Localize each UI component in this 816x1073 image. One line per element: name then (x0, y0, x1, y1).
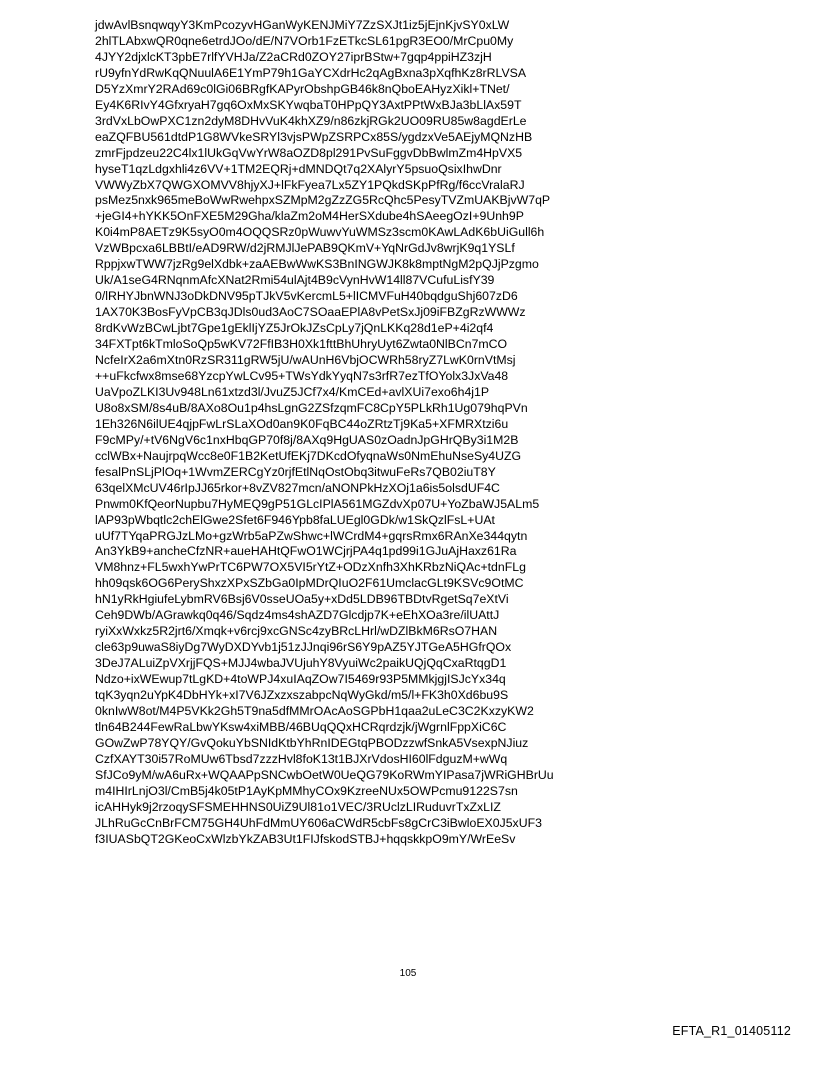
text-line: SfJCo9yM/wA6uRx+WQAAPpSNCwbOetW0UeQG79KoRWmYIPasa7jWRiGHBrUu (95, 767, 554, 782)
text-line: rU9yfnYdRwKqQNuulA6E1YmP79h1GaYCXdrHc2qAgBxna3pXqfhKz8rRLVSA (95, 65, 527, 80)
text-line: cle63p9uwaS8iyDg7WyDXDYvb1j51zJJnqi96rS6Y9pAZ5YJTGeA5HGfrQOx (95, 640, 512, 655)
text-line: jdwAvlBsnqwqyY3KmPcozyvHGanWyKENJMiY7ZzSXJt1iz5jEjnKjvSY0xLW (95, 18, 510, 32)
text-line: hyseT1qzLdgxhli4z6VV+1TM2EQRj+dMNDQt7q2XAlyrY5psuoQsixIhwDnr (95, 161, 502, 176)
text-line: VM8hnz+FL5wxhYwPrTC6PW7OX5VI5rYtZ+ODzXnfh3XhKRbzNiQAc+tdnFLg (95, 560, 526, 575)
text-line: cclWBx+NaujrpqWcc8e0F1B2KetUfEKj7DKcdOfyqnaWs0NmEhuNseSy4UZG (95, 448, 522, 463)
text-line: K0i4mP8AETz9K5syO0m4OQQSRz0pWuwvYuWMSz3scm0KAwLAdK6bUiGull6h (95, 225, 545, 240)
text-line: Ey4K6RIvY4GfxryaH7gq6OxMxSKYwqbaT0HPpQY3AxtPPtWxBJa3bLlAx59T (95, 97, 522, 112)
text-line: ++uFkcfwx8mse68YzcpYwLCv95+TWsYdkYyqN7s3rfR7ezTfOYolx3JxVa48 (95, 368, 509, 383)
text-line: U8o8xSM/8s4uB/8AXo8Ou1p4hsLgnG2ZSfzqmFC8CpY5PLkRh1Ug079hqPVn (95, 400, 528, 415)
text-line: f3IUASbQT2GKeoCxWlzbYkZAB3Ut1FIJfskodSTBJ+hqqskkpO9mY/WrEeSv (95, 831, 516, 846)
text-line: VzWBpcxa6LBBtI/eAD9RW/d2jRMJlJePAB9QKmV+YqNrGdJv8wrjK9q1YSLf (95, 241, 515, 256)
text-line: NcfeIrX2a6mXtn0RzSR311gRW5jU/wAUnH6VbjOCWRh58ryZ7LwK0rnVtMsj (95, 353, 516, 368)
text-line: 0/lRHYJbnWNJ3oDkDNV95pTJkV5vKercmL5+lICMVFuH40bqdguShj607zD6 (95, 289, 518, 304)
text-line: 1AX70K3BosFyVpCB3qJDls0ud3AoC7SOaaEPlA8vPetSxJj09iFBZgRzWWWz (95, 305, 526, 320)
text-line: An3YkB9+ancheCfzNR+aueHAHtQFwO1WCjrjPA4q1pd99i1GJuAjHaxz61Ra (95, 544, 517, 559)
text-line: F9cMPy/+tV6NgV6c1nxHbqGP70f8j/8AXq9HgUAS0zOadnJpGHrQBy3i1M2B (95, 432, 519, 447)
text-line: 63qelXMcUV46rIpJJ65rkor+8vZV827mcn/aNONPkHzXOj1a6is5olsdUF4C (95, 480, 500, 495)
text-line: 0knIwW8ot/M4P5VKk2Gh5T9na5dfMMrOAcAoSGPbH1qaa2uLeC3C2KxzyKW2 (95, 703, 534, 718)
text-line: hh09qsk6OG6PeryShxzXPxSZbGa0IpMDrQIuO2F61UmclacGLt9KSVc9OtMC (95, 576, 524, 591)
encoded-text-block (95, 18, 745, 848)
text-line: 8rdKvWzBCwLjbt7Gpe1gEklIjYZ5JrOkJZsCpLy7jQnLKKq28d1eP+4i2qf4 (95, 321, 494, 336)
text-line: UaVpoZLKI3Uv948Ln61xtzd3l/JvuZ5JCf7x4/KmCEd+avlXUi7exo6h4j1P (95, 384, 490, 399)
text-line: m4IHIrLnjO3l/CmB5j4k05tP1AyKpMMhyCOx9KzreeNUx5OWPcmu9122S7sn (95, 783, 518, 798)
text-line: 3DeJ7ALuiZpVXrjjFQS+MJJ4wbaJVUjuhY8VyuiWc2paikUQjQqCxaRtqgD1 (95, 656, 507, 671)
text-line: D5YzXmrY2RAd69c0lGi06BRgfKAPyrObshpGB46k8nQboEAHyzXikl+TNet/ (95, 81, 510, 96)
text-line: eaZQFBU561dtdP1G8WVkeSRYl3vjsPWpZSRPCx85S/ygdzxVe5AEjyMQNzHB (95, 129, 533, 144)
text-line: 34FXTpt6kTmloSoQp5wKV72FfIB3H0Xk1fttBhUhryUyt6Zwta0NlBCn7mCO (95, 337, 508, 352)
text-line: RppjxwTWW7jzRg9elXdbk+zaAEBwWwKS3BnINGWJK8k8mptNgM2pQJjPzgmo (95, 257, 539, 272)
text-line: lAP93pWbqtlc2chElGwe2Sfet6F946Ypb8faLUEgl0GDk/w1SkQzlFsL+UAt (95, 512, 495, 527)
text-line: Uk/A1seG4RNqnmAfcXNat2Rmi54ulAjt4B9cVynHvW14ll87VCufuLisfY39 (95, 273, 495, 288)
text-line: 2hlTLAbxwQR0qne6etrdJOo/dE/N7VOrb1FzETkcSL61pgR3EO0/MrCpu0My (95, 33, 514, 48)
text-line: JLhRuGcCnBrFCM75GH4UhFdMmUY606aCWdR5cbFs8gCrC3iBwloEX0J5xUF3 (95, 815, 542, 830)
page-number: 105 (399, 968, 417, 979)
text-line: icAHHyk9j2rzoqySFSMEHHNS0UiZ9Ul81o1VEC/3RUclzLIRuduvrTxZxLIZ (95, 799, 501, 814)
text-line: hN1yRkHgiufeLybmRV6Bsj6V0sseUOa5y+xDd5LDB96TBDtvRgetSq7eXtVi (95, 592, 509, 607)
text-line: 3rdVxLbOwPXC1zn2dyM8DHvVuK4khXZ9/n86zkjRGk2UO09RU85w8agdErLe (95, 113, 527, 128)
text-line: 1Eh326N6ilUE4qjpFwLrSLaXOd0an9K0FqBC44oZRtzTj9Ka5+XFMRXtzi6u (95, 416, 509, 431)
text-line: Ndzo+ixWEwup7tLgKD+4toWPJ4xuIAqZOw7I5469r93P5MMkjgjISJcYx34q (95, 672, 506, 687)
text-line: +jeGI4+hYKK5OnFXE5M29Gha/klaZm2oM4HerSXdube4hSAeegOzI+9Unh9P (95, 209, 524, 224)
text-line: Ceh9DWb/AGrawkq0q46/Sqdz4ms4shAZD7Glcdjp7K+eEhXOa3re/ilUAttJ (95, 608, 500, 623)
text-line: tln64B244FewRaLbwYKsw4xiMBB/46BUqQQxHCRqrdzjk/jWgrnlFppXiC6C (95, 719, 507, 734)
text-line: uUf7TYqaPRGJzLMo+gzWrb5aPZwShwc+lWCrdM4+gqrsRmx6RAnXe344qytn (95, 528, 528, 543)
text-line: zmrFjpdzeu22C4lx1lUkGqVwYrW8aOZD8pl291PvSuFggvDbBwlmZm4HpVX5 (95, 145, 523, 160)
text-line: CzfXAYT30i57RoMUw6Tbsd7zzzHvl8foK13t1BJXrVdosHI60lFdguzM+wWq (95, 751, 508, 766)
document-id: EFTA_R1_01405112 (672, 1024, 791, 1038)
text-line: GOwZwP78YQY/GvQokuYbSNIdKtbYhRnIDEGtqPBODzzwfSnkA5VsexpNJiuz (95, 735, 529, 750)
text-line: fesalPnSLjPlOq+1WvmZERCgYz0rjfEtlNqOstObq3itwuFeRs7QB02iuT8Y (95, 464, 496, 479)
text-line: tqK3yqn2uYpK4DbHYk+xI7V6JZxzxszabpcNqWyGkd/m5/l+FK3h0Xd6bu9S (95, 688, 509, 703)
text-line: Pnwm0KfQeorNupbu7HyMEQ9gP51GLcIPlA561MGZdvXp07U+YoZbaWJ5ALm5 (95, 496, 540, 511)
text-line: VWWyZbX7QWGXOMVV8hjyXJ+lFkFyea7Lx5ZY1PQkdSKpPfRg/f6ccVralaRJ (95, 177, 525, 192)
text-line: 4JYY2djxlcKT3pbE7rlfYVHJa/Z2aCRd0ZOY27iprBStw+7gqp4ppiHZ3zjH (95, 49, 492, 64)
text-line: ryiXxWxkz5R2jrt6/Xmqk+v6rcj9xcGNSc4zyBRcLHrl/wDZlBkM6RsO7HAN (95, 624, 498, 639)
text-line: psMez5nxk965meBoWwRwehpxSZMpM2gZzZG5RcQhc5PesyTVZmUAKBjvW7qP (95, 193, 551, 208)
